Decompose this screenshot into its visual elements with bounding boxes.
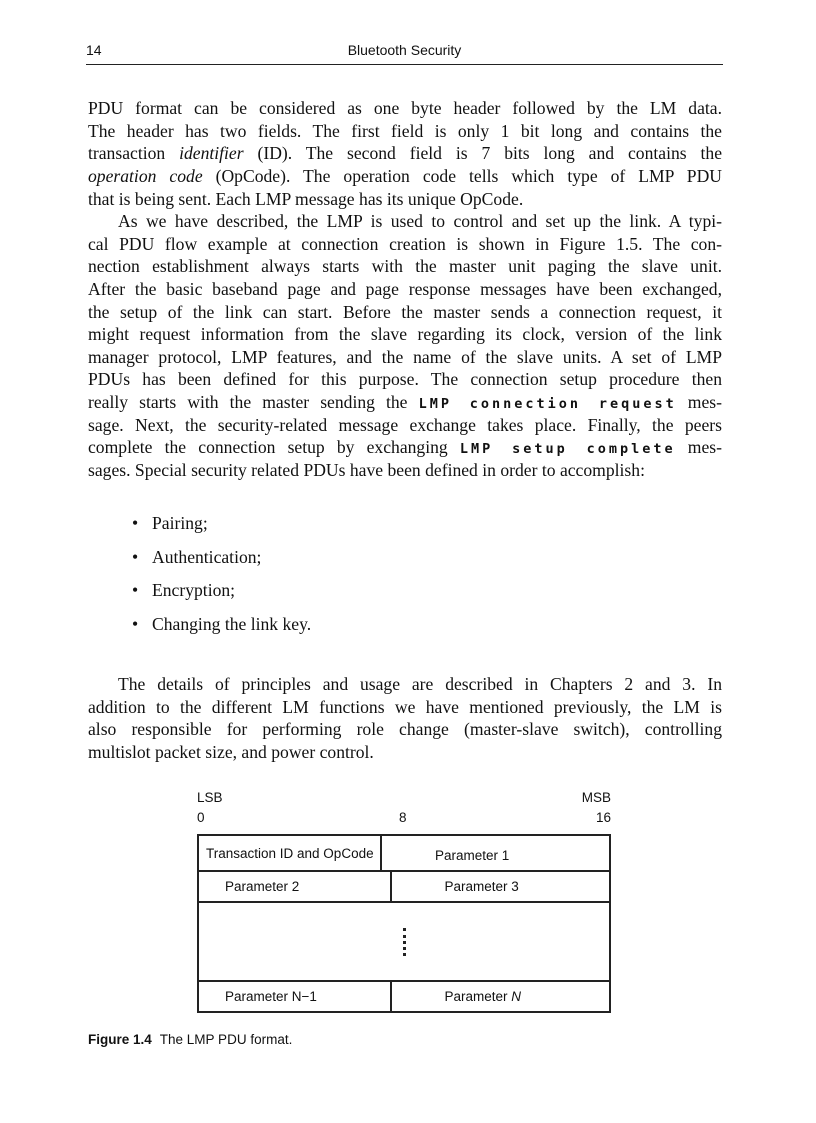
list-item: • Encryption;: [132, 574, 311, 608]
bullet-icon: •: [132, 513, 139, 533]
text-line: [88, 346, 722, 369]
text-run: multislot packet size, and power control.: [88, 741, 374, 762]
bullet-list: [132, 507, 311, 641]
emphasis: operation code: [88, 165, 203, 186]
text-line: [88, 414, 722, 437]
text-run: cal PDU flow example at connection creation is shown in Figure 1.5. The con-: [88, 233, 722, 254]
text-run: transaction: [88, 143, 180, 164]
text-run: (ID). The second field is 7 bits long and contains the: [243, 143, 723, 164]
list-item: • Pairing;: [132, 507, 311, 541]
running-header: [86, 42, 723, 65]
cell-parameter-2: Parameter 2: [225, 879, 300, 894]
bullet-icon: •: [132, 546, 139, 567]
text-line: [88, 278, 722, 301]
text-run: addition to the different LM functions we have mentioned previously, the LM is: [88, 696, 722, 717]
text-run: mes-: [676, 392, 723, 413]
text-run: manager protocol, LMP features, and the name of the slave units. A set of LMP: [88, 346, 722, 367]
text-run: also responsible for performing role change (master-slave switch), controlling: [88, 719, 722, 740]
text-line: [88, 368, 722, 391]
caption-text: The LMP PDU format.: [159, 1032, 293, 1047]
text-line: [88, 188, 722, 211]
table-row-ellipsis: [199, 901, 609, 980]
text-run: that is being sent. Each LMP message has its unique OpCode.: [88, 188, 524, 209]
text-run: mes-: [675, 437, 722, 458]
bullet-icon: •: [132, 613, 139, 634]
list-item: • Authentication;: [132, 541, 311, 575]
text-line: [88, 120, 722, 143]
figure-caption: [88, 1032, 292, 1047]
text-line: [88, 741, 722, 764]
text-run: complete the connection setup by exchanging: [88, 437, 460, 458]
paragraph-details: [88, 673, 722, 764]
text-line: [88, 323, 722, 346]
table-row: [199, 870, 609, 901]
text-run: PDU format can be considered as one byte header followed by the LM data.: [88, 98, 722, 118]
code-term: LMP connection request: [418, 396, 677, 413]
emphasis: identifier: [179, 143, 244, 164]
text-run: sages. Special security related PDUs have been defined in order to accomplish:: [88, 460, 645, 481]
text-line: [88, 233, 722, 256]
text-run: nection establishment always starts with the master unit paging the slave unit.: [88, 256, 722, 277]
bit-8-label: 8: [399, 810, 407, 825]
bullet-icon: •: [132, 580, 139, 600]
text-run: The header has two fields. The first field is only 1 bit long and contains the: [88, 120, 722, 141]
cell-parameter-1: Parameter 1: [380, 836, 609, 870]
text-run: As we have described, the LMP is used to control and set up the link. A typi-: [118, 211, 722, 231]
cell-parameter-n: Parameter N: [390, 982, 610, 1011]
cell-transaction-id: Transaction ID and OpCode: [206, 845, 374, 861]
text-line: [88, 391, 722, 414]
text-run: really starts with the master sending the: [88, 392, 419, 413]
text-line: [88, 696, 722, 719]
text-run: After the basic baseband page and page response messages have been exchanged,: [88, 278, 722, 299]
text-run: (OpCode). The operation code tells which type of LMP PDU: [202, 165, 722, 186]
text-line: [88, 165, 722, 188]
text-line: [88, 459, 722, 482]
table-row: [199, 980, 609, 1011]
bit-16-label: 16: [595, 810, 611, 825]
table-row: [199, 836, 609, 870]
lsb-label: LSB: [197, 790, 223, 805]
bit-0-label: 0: [197, 810, 205, 825]
text-run: PDUs has been defined for this purpose. The connection setup procedure then: [88, 369, 722, 390]
list-item: • Changing the link key.: [132, 608, 311, 642]
text-line: [88, 673, 722, 696]
text-line: [88, 97, 722, 120]
text-run: the setup of the link can start. Before the master sends a connection request, it: [88, 301, 722, 322]
vertical-ellipsis-icon: [403, 928, 406, 956]
text-line: [88, 255, 722, 278]
pdu-format-table: [197, 834, 611, 1013]
running-title: Bluetooth Security: [347, 42, 462, 58]
cell-parameter-n-minus-1: Parameter N−1: [225, 989, 317, 1004]
text-line: [88, 210, 722, 233]
text-run: might request information from the slave regarding its clock, version of the link: [88, 324, 722, 345]
paragraph-pdu-format: [88, 97, 722, 210]
text-line: [88, 436, 722, 459]
text-run: sage. Next, the security-related message exchange takes place. Finally, the peers: [88, 414, 722, 435]
code-term: LMP setup complete: [459, 441, 676, 458]
msb-label: MSB: [581, 790, 611, 805]
text-run: The details of principles and usage are described in Chapters 2 and 3. In: [118, 674, 722, 694]
page-number: 14: [86, 42, 102, 58]
paragraph-lmp-flow: [88, 210, 722, 482]
text-line: [88, 301, 722, 324]
caption-label: Figure 1.4: [88, 1032, 152, 1047]
cell-parameter-3: Parameter 3: [390, 872, 610, 901]
text-line: [88, 718, 722, 741]
text-line: [88, 142, 722, 165]
